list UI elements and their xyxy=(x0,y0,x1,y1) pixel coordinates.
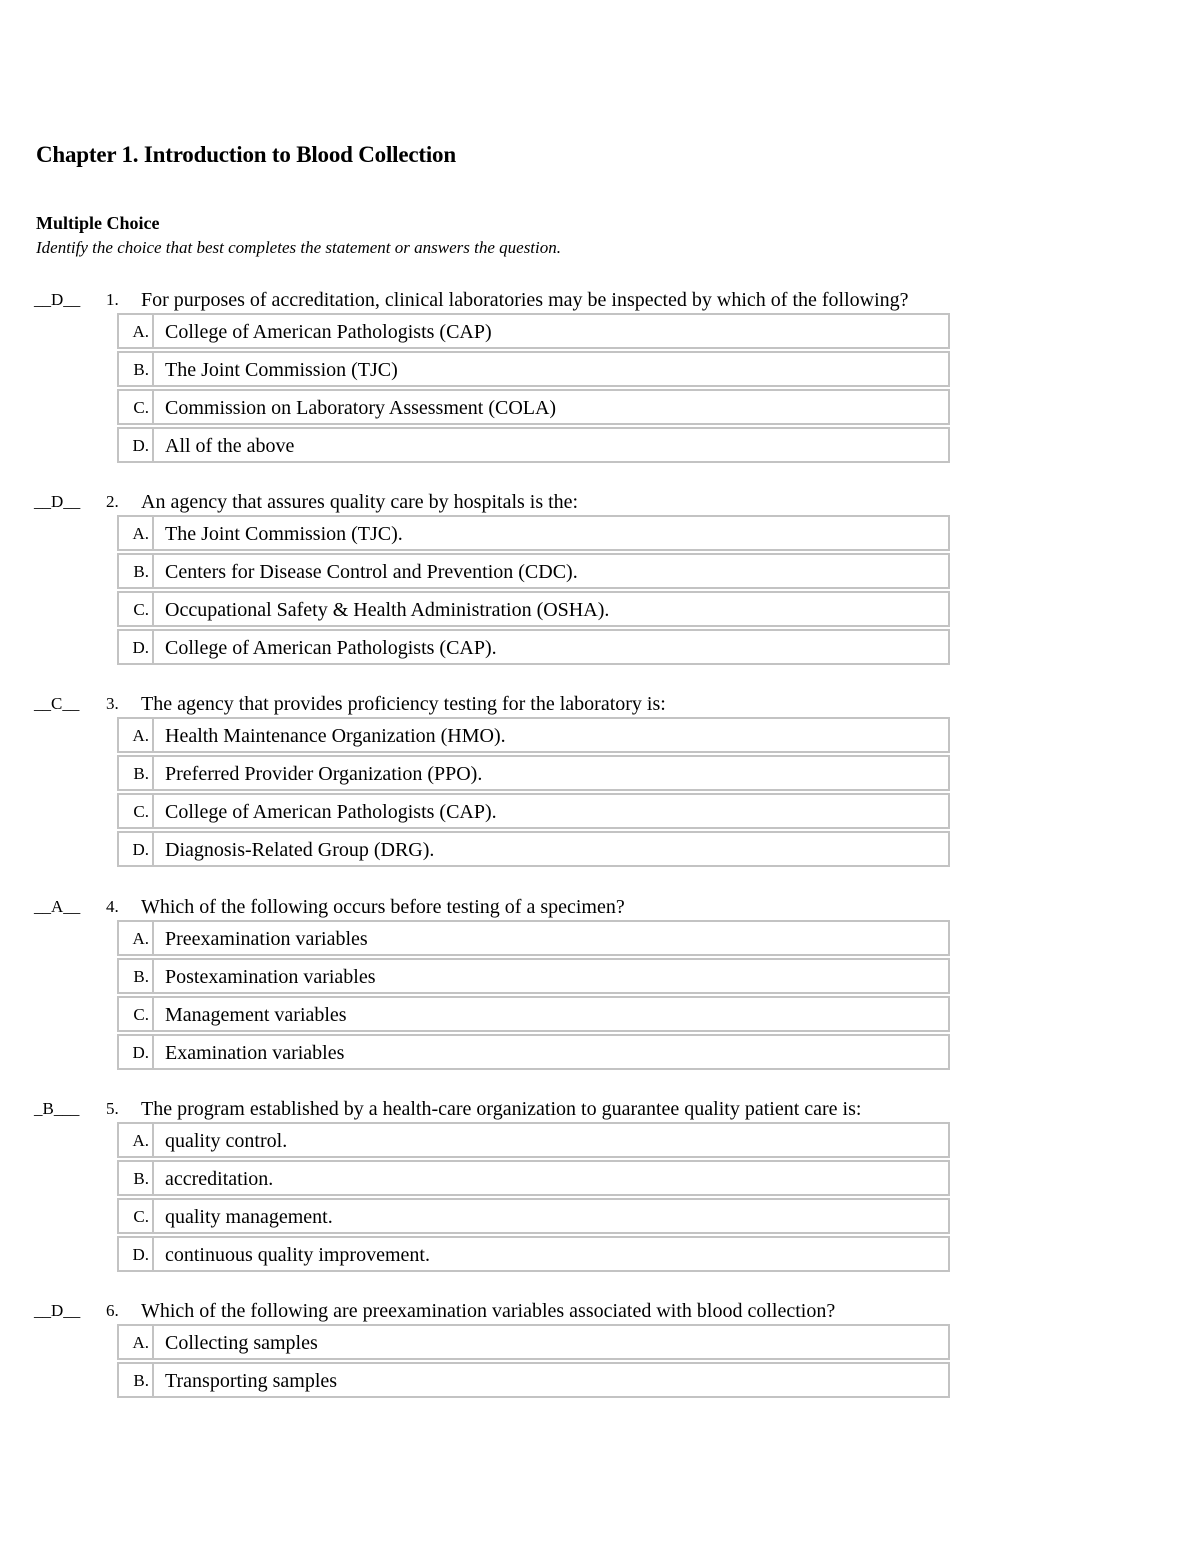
choice-b xyxy=(117,351,950,387)
choice-c xyxy=(117,996,950,1032)
question-stem: Which of the following occurs before testing of a specimen? xyxy=(141,896,625,918)
choice-text: College of American Pathologists (CAP). xyxy=(165,637,497,659)
choice-b xyxy=(117,1362,950,1398)
answer-blank: __C__ xyxy=(34,694,80,713)
choice-letter: C. xyxy=(119,391,154,423)
answer-blank: __D__ xyxy=(34,1301,81,1320)
choice-a xyxy=(117,1122,950,1158)
question-6 xyxy=(0,1298,1200,1392)
choice-letter: A. xyxy=(119,315,154,347)
choice-letter: D. xyxy=(119,1036,154,1068)
choice-text: Commission on Laboratory Assessment (COLA) xyxy=(165,397,557,419)
choices-list xyxy=(117,920,950,1070)
choice-b xyxy=(117,553,950,589)
choice-letter: B. xyxy=(119,353,154,385)
choice-d xyxy=(117,629,950,665)
choice-letter: A. xyxy=(119,1124,154,1156)
choice-letter: B. xyxy=(119,960,154,992)
choice-a xyxy=(117,313,950,349)
question-line xyxy=(0,1298,1200,1324)
question-line xyxy=(0,287,1200,313)
choice-letter: C. xyxy=(119,998,154,1030)
choice-letter: C. xyxy=(119,795,154,827)
choice-text: Preexamination variables xyxy=(165,928,368,950)
question-number: 1. xyxy=(106,290,119,309)
choice-text: The Joint Commission (TJC) xyxy=(165,359,398,381)
question-line xyxy=(0,894,1200,920)
answer-blank: __D__ xyxy=(34,290,81,309)
choice-text: Occupational Safety & Health Administration (OSHA). xyxy=(165,599,610,621)
question-stem: Which of the following are preexamination variables associated with blood collection? xyxy=(141,1300,836,1322)
choice-text: College of American Pathologists (CAP). xyxy=(165,801,497,823)
choice-letter: B. xyxy=(119,555,154,587)
choice-text: Preferred Provider Organization (PPO). xyxy=(165,763,483,785)
choice-d xyxy=(117,831,950,867)
question-line xyxy=(0,1096,1200,1122)
choices-list xyxy=(117,717,950,867)
choice-text: quality management. xyxy=(165,1206,333,1228)
question-line xyxy=(0,489,1200,515)
question-stem: The program established by a health-care organization to guarantee quality patient care is: xyxy=(141,1098,862,1120)
question-1 xyxy=(0,287,1200,457)
choice-text: Management variables xyxy=(165,1004,347,1026)
question-line xyxy=(0,691,1200,717)
choice-b xyxy=(117,958,950,994)
choice-letter: D. xyxy=(119,631,154,663)
choice-b xyxy=(117,755,950,791)
choice-letter: B. xyxy=(119,1364,154,1396)
choice-text: Health Maintenance Organization (HMO). xyxy=(165,725,506,747)
question-stem: The agency that provides proficiency testing for the laboratory is: xyxy=(141,693,666,715)
chapter-title: Chapter 1. Introduction to Blood Collection xyxy=(36,142,456,167)
choice-d xyxy=(117,427,950,463)
choice-letter: D. xyxy=(119,833,154,865)
choice-a xyxy=(117,515,950,551)
choice-letter: C. xyxy=(119,593,154,625)
answer-blank: __A__ xyxy=(34,897,81,916)
instructions: Identify the choice that best completes the statement or answers the question. xyxy=(36,238,561,257)
choice-a xyxy=(117,717,950,753)
choice-letter: B. xyxy=(119,757,154,789)
question-5 xyxy=(0,1096,1200,1266)
question-3 xyxy=(0,691,1200,861)
question-number: 4. xyxy=(106,897,119,916)
choice-text: Postexamination variables xyxy=(165,966,376,988)
question-number: 3. xyxy=(106,694,119,713)
choice-letter: A. xyxy=(119,719,154,751)
question-stem: An agency that assures quality care by hospitals is the: xyxy=(141,491,579,513)
question-4 xyxy=(0,894,1200,1064)
choice-text: Diagnosis-Related Group (DRG). xyxy=(165,839,435,861)
choices-list xyxy=(117,313,950,463)
choice-a xyxy=(117,1324,950,1360)
answer-blank: __D__ xyxy=(34,492,81,511)
choice-c xyxy=(117,591,950,627)
choice-letter: D. xyxy=(119,429,154,461)
question-number: 2. xyxy=(106,492,119,511)
choice-c xyxy=(117,793,950,829)
choice-letter: A. xyxy=(119,922,154,954)
choice-a xyxy=(117,920,950,956)
choice-letter: B. xyxy=(119,1162,154,1194)
choice-letter: D. xyxy=(119,1238,154,1270)
choice-letter: A. xyxy=(119,1326,154,1358)
choice-c xyxy=(117,389,950,425)
choice-letter: A. xyxy=(119,517,154,549)
choice-c xyxy=(117,1198,950,1234)
choice-text: The Joint Commission (TJC). xyxy=(165,523,403,545)
choice-text: Examination variables xyxy=(165,1042,345,1064)
choices-list xyxy=(117,1324,950,1398)
question-number: 5. xyxy=(106,1099,119,1118)
choice-text: Centers for Disease Control and Prevention (CDC). xyxy=(165,561,578,583)
question-2 xyxy=(0,489,1200,659)
question-number: 6. xyxy=(106,1301,119,1320)
choice-text: Transporting samples xyxy=(165,1370,338,1392)
choice-b xyxy=(117,1160,950,1196)
choices-list xyxy=(117,515,950,665)
answer-blank: _B___ xyxy=(34,1099,80,1118)
choice-d xyxy=(117,1236,950,1272)
choice-d xyxy=(117,1034,950,1070)
choices-list xyxy=(117,1122,950,1272)
choice-text: College of American Pathologists (CAP) xyxy=(165,321,492,343)
choice-text: continuous quality improvement. xyxy=(165,1244,430,1266)
choice-text: Collecting samples xyxy=(165,1332,318,1354)
choice-text: quality control. xyxy=(165,1130,288,1152)
section-title: Multiple Choice xyxy=(36,213,160,233)
choice-text: All of the above xyxy=(165,435,295,457)
choice-letter: C. xyxy=(119,1200,154,1232)
question-stem: For purposes of accreditation, clinical laboratories may be inspected by which of the following? xyxy=(141,289,909,311)
choice-text: accreditation. xyxy=(165,1168,274,1190)
